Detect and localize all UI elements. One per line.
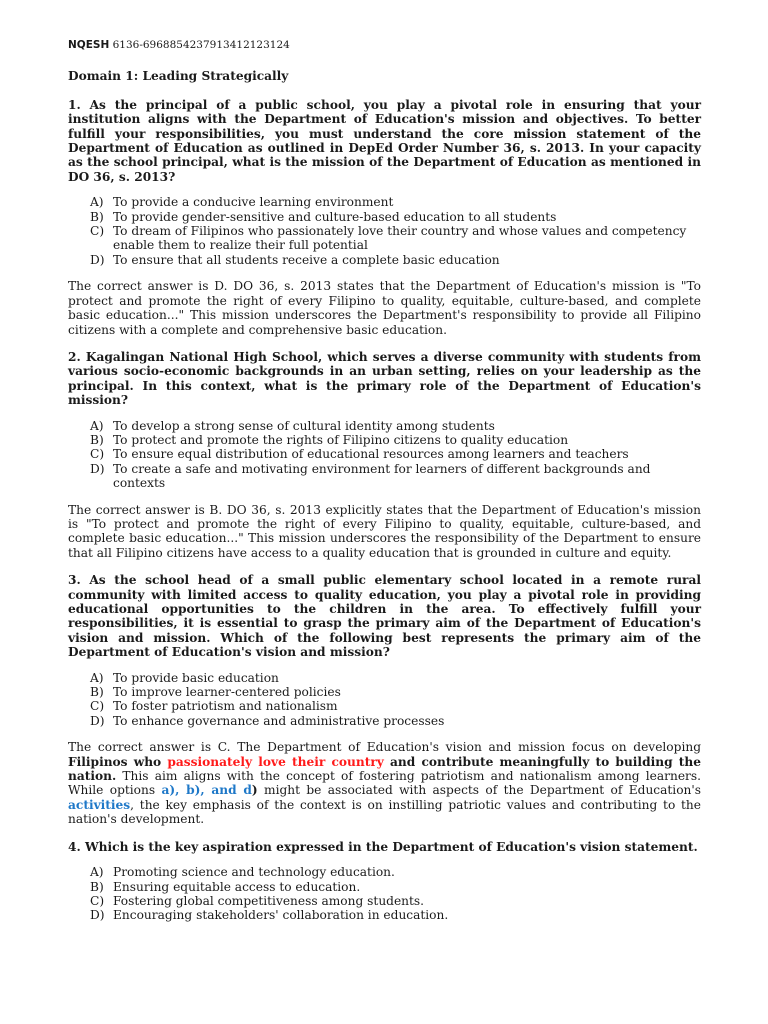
option-4b: B) Ensuring equitable access to education. [90, 879, 361, 894]
options-list-2 [68, 419, 701, 491]
option-2d: D) To create a safe and motivating environment for learners of different backgrounds and contexts [90, 461, 651, 491]
options-list-3 [68, 671, 701, 729]
exam-code: NQESH [68, 39, 110, 51]
option-3b: B) To improve learner-centered policies [90, 685, 341, 700]
answer-3: The correct answer is C. The Department of Education's vision and mission focus on developing Filipinos who passionately love their country and contribute meaningfully to building the nation. This aim aligns with the concept of fostering patriotism and nationalism among learners. While options a), b), and d) might be associated with aspects of the Department of Education's activities, the key emphasis of the context is on instilling patriotic values and contributing to the nation's development. [68, 740, 702, 827]
option-3a: A) To provide basic education [90, 670, 279, 685]
options-list-4 [68, 865, 701, 923]
option-2c: C) To ensure equal distribution of educational resources among learners and teachers [90, 447, 629, 462]
question-1: 1. As the principal of a public school, you play a pivotal role in ensuring that your institution aligns with the Department of Education's mission and objectives. To better fulfill your responsibilities, you must understand the core mission statement of the Department of Education as outlined in DepEd Order Number 36, s. 2013. In your capacity as the school principal, what is the mission of the Department of Education as mentioned in DO 36, s. 2013? [68, 97, 701, 184]
document-id: 6136-696885423791341212312​4 [112, 39, 290, 51]
document-header [68, 38, 701, 52]
option-3d: D) To enhance governance and administrative processes [90, 713, 445, 728]
question-3: 3. As the school head of a small public elementary school located in a remote rural community with limited access to quality education, you play a pivotal role in providing educational opportunities to the children in the area. To effectively fulfill your responsibilities, it is essential to grasp the primary aim of the Department of Education's vision and mission. Which of the following best represents the primary aim of the Department of Education's vision and mission? [68, 573, 701, 660]
option-1c: C) To dream of Filipinos who passionately love their country and whose values and competency enable them to realize their full potential [90, 224, 687, 253]
option-3c: C) To foster patriotism and nationalism [90, 699, 338, 714]
option-2b: B) To protect and promote the rights of Filipino citizens to quality education [90, 432, 569, 447]
options-list-1 [68, 195, 701, 267]
answer-1: The correct answer is D. DO 36, s. 2013 states that the Department of Education's mission is "To protect and promote the right of every Filipino to quality, equitable, culture-based, and complete basic education..." This mission underscores the Department's responsibility to provide all Filipino citizens with a complete and comprehensive basic education. [68, 279, 701, 337]
option-1a: A) To provide a conducive learning environment [90, 195, 394, 210]
question-2: 2. Kagalingan National High School, which serves a diverse community with students from various socio-economic backgrounds in an urban setting, relies on your leadership as the principal. In this context, what is the primary role of the Department of Education's mission? [68, 349, 701, 408]
option-4a: A) Promoting science and technology education. [90, 865, 395, 880]
highlight-activities: activities [68, 797, 131, 812]
highlight-options: a), b), and d [161, 783, 252, 798]
option-2a: A) To develop a strong sense of cultural identity among students [90, 418, 495, 433]
domain-heading: Domain 1: Leading Strategically [68, 69, 289, 84]
option-4d: D) Encouraging stakeholders' collaboration in education. [90, 908, 449, 923]
question-4: 4. Which is the key aspiration expressed in the Department of Education's vision statement. [68, 839, 698, 854]
document-page [68, 38, 701, 935]
option-1b: B) To provide gender-sensitive and culture-based education to all students [90, 209, 557, 224]
option-4c: C) Fostering global competitiveness among students. [90, 893, 425, 908]
highlight-red: passionately love their country [167, 754, 384, 769]
answer-2: The correct answer is B. DO 36, s. 2013 explicitly states that the Department of Education's mission is "To protect and promote the right of every Filipino to quality, equitable, culture-based, and complete basic education..." This mission underscores the responsibility of the Department to ensure that all Filipino citizens have access to a quality education that is grounded in culture and equity. [68, 502, 701, 560]
option-1d: D) To ensure that all students receive a complete basic education [90, 252, 500, 267]
